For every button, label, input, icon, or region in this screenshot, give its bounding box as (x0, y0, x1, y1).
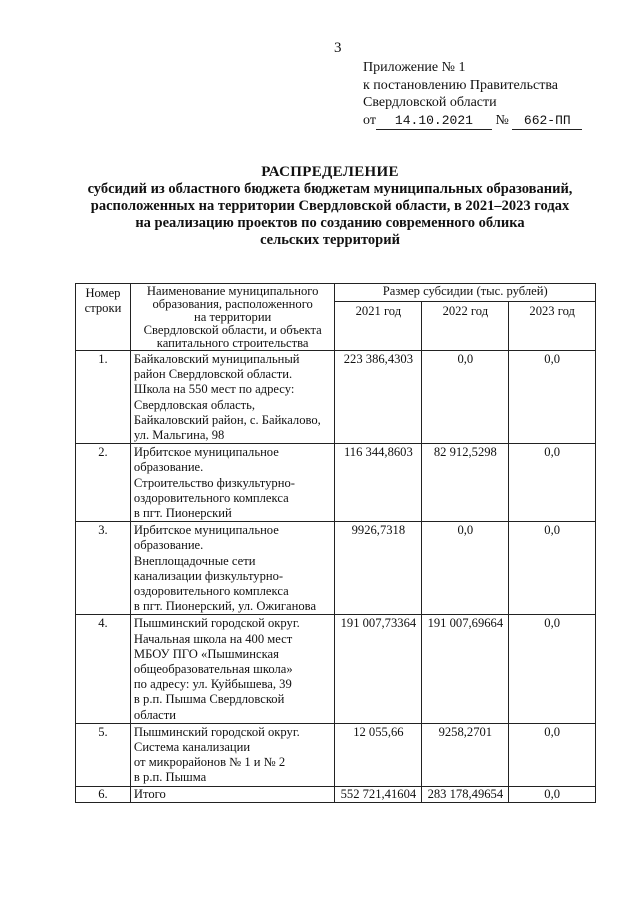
row-name (130, 444, 334, 522)
row-name (130, 615, 334, 723)
title-line-2: расположенных на территории Свердловской области, в 2021–2023 годах (90, 198, 570, 214)
row-name-line: ул. Мальгина, 98 (133, 428, 225, 443)
table-row (76, 615, 596, 723)
row-name-line: от микрорайонов № 1 и № 2 (133, 755, 286, 770)
row-name-line: Байкаловский муниципальный (133, 352, 300, 366)
total-2022: 283 178,49654 (422, 786, 509, 802)
number-prefix: № (495, 112, 509, 128)
row-name-line: Система канализации (133, 740, 251, 755)
row-name-line: Итого (133, 786, 166, 801)
header-subsidy-size: Размер субсидии (тыс. рублей) (335, 284, 596, 302)
value-2021: 116 344,8603 (335, 444, 422, 522)
decree-number: 662-ПП (512, 112, 582, 131)
row-name-line: район Свердловской области. (133, 367, 293, 382)
row-name-line: образование. (133, 538, 204, 553)
header-name-line: Наименование муниципального (146, 284, 319, 298)
row-name-line: в р.п. Пышма (133, 770, 207, 785)
appendix-block (363, 59, 582, 130)
row-name-line: Свердловская область, (133, 397, 256, 412)
header-number-line-1: Номер (85, 286, 121, 300)
row-name (130, 351, 334, 444)
row-name (130, 522, 334, 615)
value-2023: 0,0 (509, 444, 596, 522)
row-name-line: в р.п. Пышма Свердловской (133, 692, 285, 707)
header-number-line-2: строки (84, 301, 122, 316)
decree-date: 14.10.2021 (376, 112, 492, 131)
total-2023: 0,0 (509, 786, 596, 802)
table-row (76, 444, 596, 522)
row-number: 5. (76, 723, 131, 786)
row-name (130, 786, 334, 802)
appendix-line-1: Приложение № 1 (363, 60, 466, 75)
appendix-line-3: Свердловской области (363, 95, 497, 110)
value-2022: 82 912,5298 (422, 444, 509, 522)
title-line-3: на реализацию проектов по созданию современного облика (135, 215, 525, 231)
value-2021: 12 055,66 (335, 723, 422, 786)
appendix-line-2: к постановлению Правительства (363, 77, 559, 93)
document-title (60, 164, 600, 249)
row-number: 6. (76, 786, 131, 802)
row-name-line: Байкаловский район, с. Байкалово, (133, 412, 321, 427)
row-name-line: Пышминский городской округ. (133, 616, 300, 631)
row-name-line: Начальная школа на 400 мест (133, 631, 293, 646)
header-name (130, 284, 334, 351)
row-name-line: оздоровительного комплекса (133, 584, 289, 599)
total-2021: 552 721,41604 (335, 786, 422, 802)
row-number: 1. (76, 351, 131, 444)
value-2021: 223 386,4303 (335, 351, 422, 444)
value-2022: 191 007,69664 (422, 615, 509, 723)
page-number: 3 (334, 40, 342, 56)
title-heading: РАСПРЕДЕЛЕНИЕ (261, 164, 399, 180)
row-name-line: области (133, 707, 177, 722)
table-row (76, 522, 596, 615)
row-name-line: по адресу: ул. Куйбышева, 39 (133, 677, 292, 692)
table-row (76, 351, 596, 444)
row-name-line: Ирбитское муниципальное (133, 523, 279, 538)
title-line-1: субсидий из областного бюджета бюджетам муниципальных образований, (87, 181, 573, 197)
title-line-4: сельских территорий (260, 232, 400, 248)
row-name-line: в пгт. Пионерский (133, 506, 232, 521)
header-year-2022: 2022 год (422, 302, 509, 351)
value-2023: 0,0 (509, 351, 596, 444)
row-number: 4. (76, 615, 131, 723)
header-row-number (76, 284, 131, 351)
subsidy-table (75, 283, 596, 803)
row-name-line: Строительство физкультурно- (133, 475, 295, 490)
value-2022: 0,0 (422, 522, 509, 615)
row-name-line: МБОУ ПГО «Пышминская (133, 646, 279, 661)
header-name-line: Свердловской области, и объекта (143, 323, 322, 337)
value-2021: 9926,7318 (335, 522, 422, 615)
header-name-line: капитального строительства (156, 336, 309, 350)
header-name-line: на территории (193, 310, 272, 324)
row-name (130, 723, 334, 786)
row-name-line: образование. (133, 460, 204, 475)
value-2023: 0,0 (509, 615, 596, 723)
row-name-line: оздоровительного комплекса (133, 490, 289, 505)
header-year-2021: 2021 год (335, 302, 422, 351)
header-year-2023: 2023 год (509, 302, 596, 351)
row-name-line: Внеплощадочные сети (133, 553, 256, 568)
value-2021: 191 007,73364 (335, 615, 422, 723)
value-2022: 0,0 (422, 351, 509, 444)
header-name-line: образования, расположенного (152, 297, 313, 311)
value-2023: 0,0 (509, 723, 596, 786)
row-number: 2. (76, 444, 131, 522)
date-prefix: от (363, 112, 376, 128)
row-name-line: Ирбитское муниципальное (133, 445, 279, 460)
row-name-line: Школа на 550 мест по адресу: (133, 382, 295, 397)
row-number: 3. (76, 522, 131, 615)
row-name-line: в пгт. Пионерский, ул. Ожиганова (133, 599, 317, 614)
value-2022: 9258,2701 (422, 723, 509, 786)
row-name-line: канализации физкультурно- (133, 568, 284, 583)
appendix-date-line (363, 112, 582, 131)
table-row (76, 723, 596, 786)
table-row-total (76, 786, 596, 802)
row-name-line: общеобразовательная школа» (133, 662, 293, 677)
row-name-line: Пышминский городской округ. (133, 724, 300, 739)
value-2023: 0,0 (509, 522, 596, 615)
